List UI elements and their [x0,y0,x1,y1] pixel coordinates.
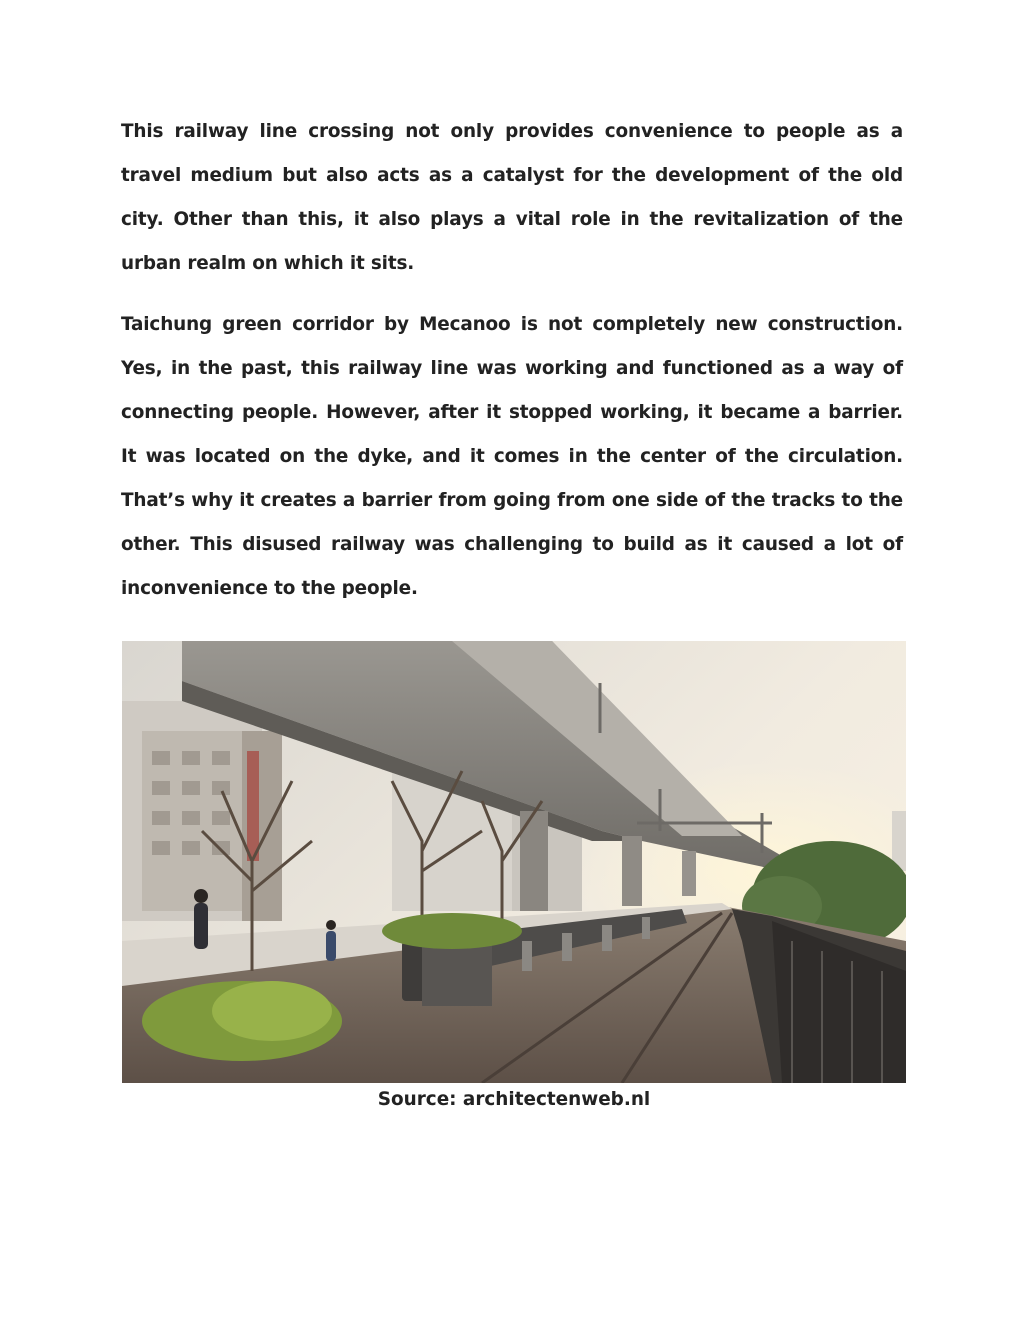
image-caption: Source: architectenweb.nl [377,1089,651,1110]
body-paragraph-1: This railway line crossing not only provides convenience to people as a travel medium but also acts as a catalyst for the development of the old city. Other than this, it also plays a vital role in the revitalization of the urban realm on which it sits. [121,121,903,274]
corridor-photo [122,641,906,1083]
body-paragraph-2: Taichung green corridor by Mecanoo is not completely new construction. Yes, in the past, this railway line was working and functioned as a way of connecting people. However, after it stopped working, it became a barrier. It was located on the dyke, and it comes in the center of the circulation. That’s why it creates a barrier from going from one side of the tracks to the other. This disused railway was challenging to build as it caused a lot of inconvenience to the people. [121,314,903,599]
corridor-photo-illustration [122,641,906,1083]
